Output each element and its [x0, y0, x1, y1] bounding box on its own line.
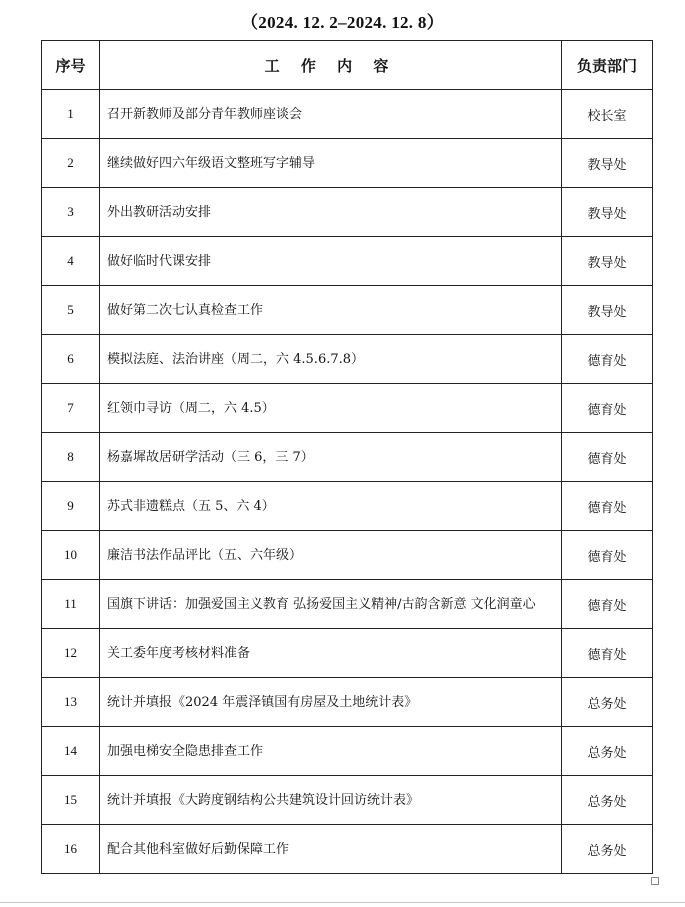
row-content: 统计并填报《大跨度钢结构公共建筑设计回访统计表》: [100, 776, 562, 825]
row-number: 11: [42, 580, 100, 629]
table-row: [42, 286, 653, 335]
row-number: 3: [42, 188, 100, 237]
row-content: 加强电梯安全隐患排查工作: [100, 727, 562, 776]
row-number: 9: [42, 482, 100, 531]
row-department: 德育处: [562, 384, 653, 433]
row-number: 2: [42, 139, 100, 188]
row-department: 德育处: [562, 335, 653, 384]
row-department: 德育处: [562, 531, 653, 580]
table-row: [42, 678, 653, 727]
row-number: 1: [42, 90, 100, 139]
table-row: [42, 433, 653, 482]
row-department: 教导处: [562, 139, 653, 188]
table-row: [42, 776, 653, 825]
row-department: 德育处: [562, 629, 653, 678]
header-no: 序号: [42, 41, 100, 90]
row-department: 教导处: [562, 188, 653, 237]
table-row: [42, 482, 653, 531]
row-number: 12: [42, 629, 100, 678]
table-row: [42, 531, 653, 580]
header-content: 工 作 内 容: [100, 41, 562, 90]
row-department: 总务处: [562, 776, 653, 825]
row-content: 廉洁书法作品评比（五、六年级）: [100, 531, 562, 580]
row-number: 13: [42, 678, 100, 727]
row-content: 召开新教师及部分青年教师座谈会: [100, 90, 562, 139]
table-row: [42, 90, 653, 139]
row-department: 教导处: [562, 237, 653, 286]
row-content: 统计并填报《2024 年震泽镇国有房屋及土地统计表》: [100, 678, 562, 727]
row-number: 15: [42, 776, 100, 825]
table-row: [42, 629, 653, 678]
date-range-title: （2024. 12. 2–2024. 12. 8）: [241, 13, 444, 32]
row-content: 模拟法庭、法治讲座（周二，六 4.5.6.7.8）: [100, 335, 562, 384]
row-department: 总务处: [562, 727, 653, 776]
row-content: 关工委年度考核材料准备: [100, 629, 562, 678]
row-number: 6: [42, 335, 100, 384]
row-department: 校长室: [562, 90, 653, 139]
row-content: 做好临时代课安排: [100, 237, 562, 286]
row-content: 红领巾寻访（周二，六 4.5）: [100, 384, 562, 433]
row-number: 10: [42, 531, 100, 580]
row-content: 苏式非遗糕点（五 5、六 4）: [100, 482, 562, 531]
table-row: [42, 237, 653, 286]
page-bottom-divider: [0, 902, 685, 903]
row-content: 配合其他科室做好后勤保障工作: [100, 825, 562, 874]
row-number: 4: [42, 237, 100, 286]
row-content: 杨嘉墀故居研学活动（三 6，三 7）: [100, 433, 562, 482]
table-header-row: [42, 41, 653, 90]
row-number: 5: [42, 286, 100, 335]
row-content: 外出教研活动安排: [100, 188, 562, 237]
row-department: 德育处: [562, 433, 653, 482]
row-content: 继续做好四六年级语文整班写字辅导: [100, 139, 562, 188]
work-schedule-table: [41, 40, 653, 874]
row-number: 8: [42, 433, 100, 482]
header-dept: 负责部门: [562, 41, 653, 90]
table-row: [42, 727, 653, 776]
table-row: [42, 580, 653, 629]
table-row: [42, 188, 653, 237]
row-content: 国旗下讲话：加强爱国主义教育 弘扬爱国主义精神/古韵含新意 文化润童心: [100, 580, 562, 629]
row-department: 总务处: [562, 678, 653, 727]
row-department: 德育处: [562, 482, 653, 531]
row-content: 做好第二次七认真检查工作: [100, 286, 562, 335]
table-row: [42, 139, 653, 188]
row-number: 14: [42, 727, 100, 776]
table-row: [42, 825, 653, 874]
row-department: 总务处: [562, 825, 653, 874]
row-department: 德育处: [562, 580, 653, 629]
row-department: 教导处: [562, 286, 653, 335]
row-number: 7: [42, 384, 100, 433]
table-row: [42, 384, 653, 433]
table-row: [42, 335, 653, 384]
table-resize-handle[interactable]: [651, 877, 659, 885]
row-number: 16: [42, 825, 100, 874]
